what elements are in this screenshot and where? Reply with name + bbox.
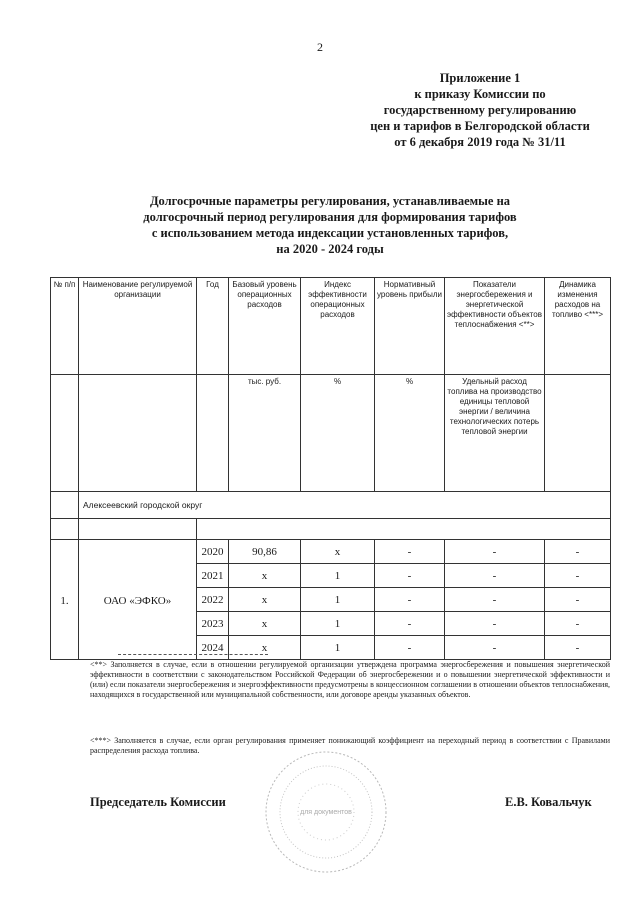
year-cell: 2023 — [197, 612, 229, 636]
unit-energy-indicators: Удельный расход топлива на производство единицы тепловой энергии / величина технологических потерь тепловой энергии — [445, 375, 545, 492]
seal-text: для документов — [300, 809, 352, 816]
profit-cell: - — [375, 564, 445, 588]
signatory-position: Председатель Комиссии — [90, 795, 226, 809]
year-cell: 2021 — [197, 564, 229, 588]
title-line: долгосрочный период регулирования для формирования тарифов — [143, 210, 517, 224]
header-energy-indicators: Показатели энергосбережения и энергетической эффективности объектов теплоснабжения <**> — [445, 278, 545, 375]
fuel-cell: - — [545, 564, 611, 588]
energy-cell: - — [445, 588, 545, 612]
spacer-row — [51, 519, 611, 540]
appendix-line: Приложение 1 — [439, 71, 521, 85]
header-num: № п/п — [51, 278, 79, 375]
year-cell: 2020 — [197, 540, 229, 564]
energy-cell: - — [445, 540, 545, 564]
table-row — [51, 540, 611, 564]
fuel-cell: - — [545, 612, 611, 636]
header-efficiency-index: Индекс эффективности операционных расходов — [301, 278, 375, 375]
region-row — [51, 492, 611, 519]
fuel-cell: - — [545, 588, 611, 612]
fuel-cell: - — [545, 636, 611, 660]
profit-cell: - — [375, 636, 445, 660]
year-cell: 2024 — [197, 636, 229, 660]
base-cost-cell: 90,86 — [229, 540, 301, 564]
header-organization: Наименование регулируемой организации — [79, 278, 197, 375]
appendix-line: к приказу Комиссии по — [414, 87, 546, 101]
title-line: с использованием метода индексации установленных тарифов, — [151, 226, 509, 240]
base-cost-cell: x — [229, 588, 301, 612]
unit-efficiency-index: % — [301, 375, 375, 492]
appendix-line: от 6 декабря 2019 года № 31/11 — [394, 135, 566, 149]
index-cell: 1 — [301, 636, 375, 660]
official-seal — [262, 748, 390, 876]
footnote-fuel: <***> Заполняется в случае, если орган регулирования применяет понижающий коэффициент на переходный период в соответствии с Правилами распределения расхода топлива. — [90, 736, 610, 755]
table-header-row — [51, 278, 611, 375]
unit-profit-level: % — [375, 375, 445, 492]
year-cell: 2022 — [197, 588, 229, 612]
base-cost-cell: x — [229, 636, 301, 660]
appendix-line: государственному регулированию — [383, 103, 577, 117]
footnote-divider — [118, 654, 268, 655]
organization-name: ОАО «ЭФКО» — [79, 540, 197, 660]
energy-cell: - — [445, 636, 545, 660]
regulation-parameters-table — [50, 277, 611, 660]
region-name: Алексеевский городской округ — [79, 492, 611, 519]
index-cell: 1 — [301, 588, 375, 612]
appendix-header — [330, 70, 630, 150]
index-cell: x — [301, 540, 375, 564]
fuel-cell: - — [545, 540, 611, 564]
profit-cell: - — [375, 540, 445, 564]
profit-cell: - — [375, 588, 445, 612]
header-year: Год — [197, 278, 229, 375]
energy-cell: - — [445, 612, 545, 636]
base-cost-cell: x — [229, 564, 301, 588]
footnote-energy: <**> Заполняется в случае, если в отношении регулируемой организации утверждена программа энергосбережения и повышения энергетической эффективности в соответствии с законодательством Российской Федерации об энергосбережении и о повышении энергетической эффективности и (или) если показатели энергосбережения и энергоэффективности предусмотрены в концессионном соглашении в отношении объектов теплоснабжения, находящихся в государственной или муниципальной собственности, или договоре аренды указанных объектов. — [90, 660, 610, 699]
header-fuel-dynamics: Динамика изменения расходов на топливо <***> — [545, 278, 611, 375]
row-number: 1. — [51, 540, 79, 660]
signatory-name: Е.В. Ковальчук — [505, 795, 592, 809]
title-line: Долгосрочные параметры регулирования, устанавливаемые на — [149, 194, 511, 208]
base-cost-cell: x — [229, 612, 301, 636]
index-cell: 1 — [301, 564, 375, 588]
index-cell: 1 — [301, 612, 375, 636]
profit-cell: - — [375, 612, 445, 636]
appendix-line: цен и тарифов в Белгородской области — [370, 119, 590, 133]
document-title — [120, 193, 540, 257]
header-profit-level: Нормативный уровень прибыли — [375, 278, 445, 375]
page-number: 2 — [317, 40, 323, 54]
energy-cell: - — [445, 564, 545, 588]
title-line: на 2020 - 2024 годы — [276, 242, 384, 256]
table-units-row — [51, 375, 611, 492]
unit-base-cost: тыс. руб. — [229, 375, 301, 492]
header-base-cost: Базовый уровень операционных расходов — [229, 278, 301, 375]
